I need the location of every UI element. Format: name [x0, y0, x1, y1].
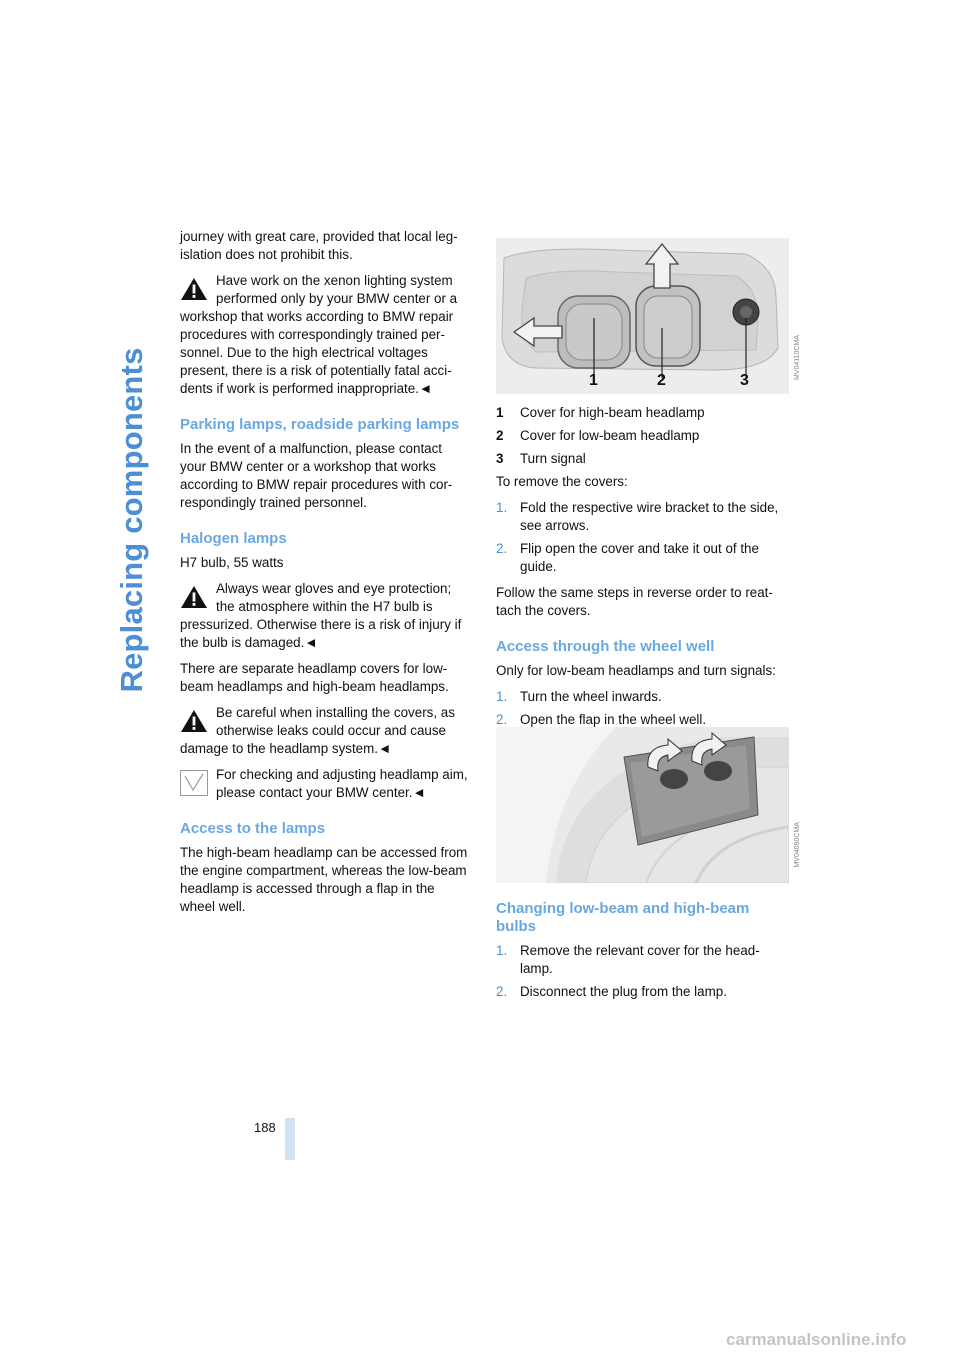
- warning-icon: [180, 276, 208, 302]
- legend-item: 3 Turn signal: [496, 451, 586, 466]
- footer-watermark: carmanualsonline.info: [726, 1330, 907, 1349]
- wheel-only-paragraph: Only for low-beam headlamps and turn signals:: [496, 663, 776, 678]
- step-item: 2. Open the flap in the wheel well.: [496, 712, 707, 727]
- step-item: 1. Turn the wheel inwards.: [496, 689, 662, 704]
- parking-paragraph: In the event of a malfunction, please contact your BMW center or a workshop that works according to BMW repair procedures with cor-respondingly trained personnel.: [180, 441, 453, 510]
- warning-careful-first: Be careful when installing the covers, as otherwise leaks could occur and cause: [216, 705, 455, 738]
- reverse-paragraph: Follow the same steps in reverse order to reat-tach the covers.: [496, 585, 773, 618]
- info-headlamp-aim: [180, 766, 470, 802]
- section-title-text: Replacing components: [114, 347, 149, 693]
- info-note-icon: [180, 770, 208, 796]
- heading-wheel-well: Access through the wheel well: [496, 638, 715, 655]
- figure-label-3: 3: [740, 372, 749, 389]
- headlamp-covers-figure: [496, 238, 789, 394]
- wheel-steps: [496, 688, 786, 729]
- access-paragraph: The high-beam headlamp can be accessed from the engine compartment, whereas the low-beam headlamp is accessed through a flap in the wheel well.: [180, 845, 468, 914]
- changing-section: [496, 882, 786, 1009]
- step-item: 1. Fold the respective wire bracket to the side, see arrows.: [496, 500, 779, 533]
- figure-legend: [496, 404, 786, 468]
- heading-halogen-lamps: Halogen lamps: [180, 530, 287, 547]
- remove-covers-intro: To remove the covers:: [496, 474, 628, 489]
- right-column: [496, 404, 786, 737]
- wheel-well-figure: [496, 727, 789, 883]
- changing-steps: [496, 942, 786, 1001]
- h7-paragraph: H7 bulb, 55 watts: [180, 555, 284, 570]
- warning-gloves: [180, 580, 470, 652]
- figure-label-1: 1: [589, 372, 598, 389]
- heading-changing-bulbs: Changing low-beam and high-beam bulbs: [496, 900, 750, 935]
- wheel-well-illustration: [496, 727, 789, 883]
- legend-item: 1 Cover for high-beam headlamp: [496, 405, 705, 420]
- step-item: 2. Flip open the cover and take it out of the guide.: [496, 541, 759, 574]
- warning-careful-rest: damage to the headlamp system.◄: [180, 741, 392, 756]
- warning-xenon-rest: workshop that works according to BMW repair procedures with correspondingly trained per-sonnel. Due to the high electrical voltages present, there is a risk of potentially fatal acci-dents if work is performed inappropriate.◄: [180, 309, 454, 396]
- step-item: 1. Remove the relevant cover for the head-lamp.: [496, 943, 760, 976]
- page-number: 188: [254, 1120, 276, 1135]
- remove-steps: [496, 499, 786, 576]
- intro-paragraph: journey with great care, provided that local leg- islation does not prohibit this.: [180, 229, 458, 262]
- warning-xenon-first: Have work on the xenon lighting system performed only by your BMW center or a: [216, 273, 458, 306]
- left-column: [180, 228, 470, 924]
- figure2-code: MV04090CMA: [794, 822, 801, 868]
- warning-icon: [180, 708, 208, 734]
- warning-icon: [180, 584, 208, 610]
- warning-careful: [180, 704, 470, 758]
- section-title: [112, 200, 152, 840]
- warning-xenon: [180, 272, 470, 398]
- heading-access-lamps: Access to the lamps: [180, 820, 326, 837]
- page-marker-bar: [285, 1118, 295, 1160]
- figure1-code: MV04110CMA: [794, 335, 801, 381]
- warning-gloves-first: Always wear gloves and eye protection; the atmosphere within the H7 bulb is: [216, 581, 452, 614]
- figure-label-2: 2: [657, 372, 666, 389]
- step-item: 2. Disconnect the plug from the lamp.: [496, 984, 727, 999]
- heading-parking-lamps: Parking lamps, roadside parking lamps: [180, 416, 460, 433]
- headlamp-illustration: [496, 238, 789, 394]
- legend-item: 2 Cover for low-beam headlamp: [496, 428, 700, 443]
- warning-gloves-rest: pressurized. Otherwise there is a risk of injury if the bulb is damaged.◄: [180, 617, 462, 650]
- covers-paragraph: There are separate headlamp covers for low-beam headlamps and high-beam headlamps.: [180, 661, 449, 694]
- info-aim-text: For checking and adjusting headlamp aim, please contact your BMW center.◄: [216, 767, 468, 800]
